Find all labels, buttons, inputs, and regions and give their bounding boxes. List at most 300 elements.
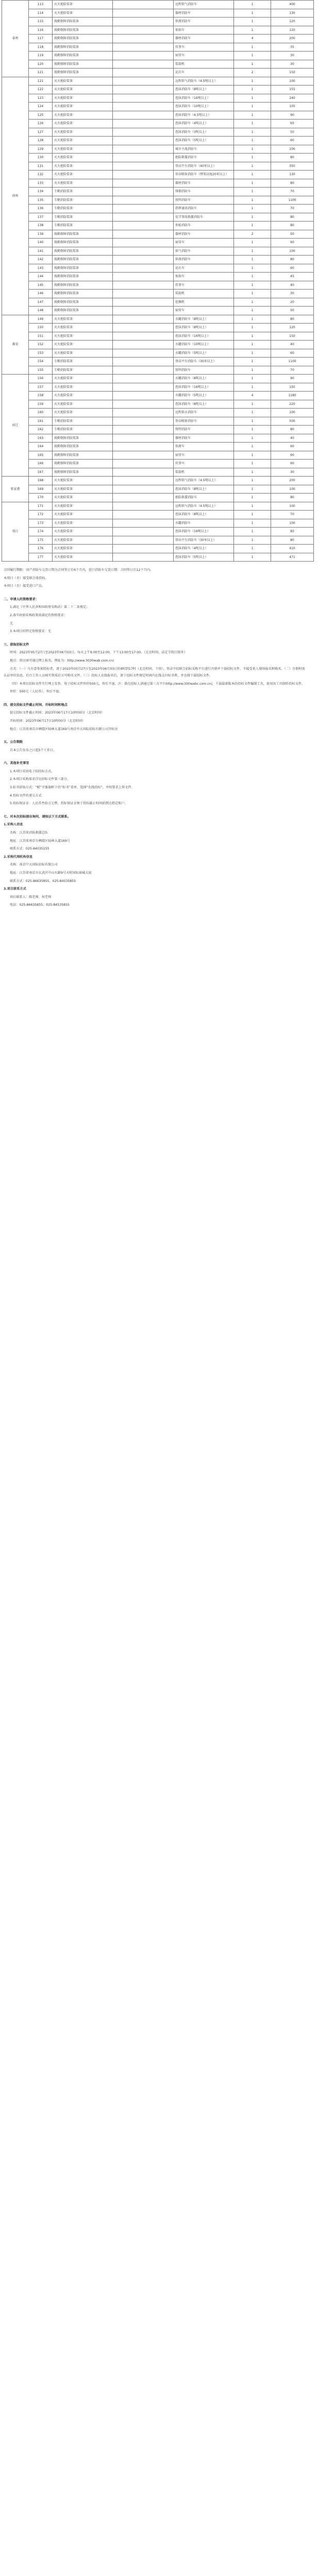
cell-equipment: 排烟消防车 xyxy=(174,188,234,196)
table-row xyxy=(2,247,314,256)
cell-price: 120 xyxy=(271,18,314,26)
cell-no: 172 xyxy=(29,511,53,519)
cell-equipment: 照明消防车 xyxy=(174,426,234,434)
cell-qty: 1 xyxy=(234,128,271,137)
table-row xyxy=(2,400,314,409)
paragraph: 3.本项目的特定资格要求：无 xyxy=(10,630,52,634)
cell-equipment: 器材消防车 xyxy=(174,434,234,443)
cell-item xyxy=(113,222,174,230)
cell-equipment: 远程供气消防车 xyxy=(174,1,234,9)
paragraph: （四）本项目招标文件实行网上发售，电子招标文件售价500元，售后不退。注：潜在投标人请通过第三方平台http://www.300wabc.com.cn/，下载最新版本的投标文件编制工具，使用该工具制作投标文件。 xyxy=(10,682,305,686)
table-row xyxy=(2,154,314,162)
cell-no: 166 xyxy=(29,460,53,468)
cell-price: 80 xyxy=(271,494,314,502)
cell-category: 战勤保障消防装备 xyxy=(53,434,113,443)
paragraph: 3.项目联系方式 xyxy=(4,887,26,891)
cell-qty: 2 xyxy=(234,230,271,239)
table-row xyxy=(2,222,314,230)
cell-no: 160 xyxy=(29,409,53,417)
cell-equipment: 泡沫消防车（16吨以上） xyxy=(174,332,234,341)
cell-item xyxy=(113,553,174,562)
cell-equipment: 举高喷射消防车（臂架高度20米以上） xyxy=(174,171,234,179)
paragraph: 本项目（否）接受进口产品。 xyxy=(4,584,45,588)
table-row xyxy=(2,94,314,103)
cell-item xyxy=(113,196,174,205)
table-row xyxy=(2,332,314,341)
cell-equipment: 照明消防车 xyxy=(174,196,234,205)
cell-item xyxy=(113,375,174,383)
cell-qty: 1 xyxy=(234,103,271,111)
cell-qty: 1 xyxy=(234,222,271,230)
cell-price: 1100 xyxy=(271,196,314,205)
cell-equipment: 泡沫消防车（16吨以上） xyxy=(174,94,234,103)
cell-price: 60 xyxy=(271,451,314,460)
cell-price: 100 xyxy=(271,247,314,256)
cell-category: 灭火抢险装备 xyxy=(53,528,113,536)
cell-category: 战勤保障消防装备 xyxy=(53,256,113,264)
table-row xyxy=(2,239,314,247)
cell-no: 149 xyxy=(29,315,53,324)
cell-price: 240 xyxy=(271,94,314,103)
cell-category: 战勤保障消防装备 xyxy=(53,290,113,298)
cell-price: 30 xyxy=(271,290,314,298)
cell-price: 130 xyxy=(271,9,314,18)
table-row xyxy=(2,460,314,468)
cell-item xyxy=(113,26,174,35)
cell-equipment: 泡沫消防车（4吨以上） xyxy=(174,545,234,553)
cell-category: 灭火抢险装备 xyxy=(53,1,113,9)
cell-qty: 1 xyxy=(234,247,271,256)
cell-qty: 4 xyxy=(234,392,271,400)
cell-no: 157 xyxy=(29,383,53,392)
cell-price: 60 xyxy=(271,460,314,468)
cell-price: 80 xyxy=(271,154,314,162)
cell-qty: 1 xyxy=(234,485,271,494)
cell-equipment: 化学事故救援消防车 xyxy=(174,213,234,222)
cell-qty: 1 xyxy=(234,162,271,171)
cell-equipment: 宿营车 xyxy=(174,307,234,315)
cell-equipment: 宿营车 xyxy=(174,239,234,247)
cell-qty: 2 xyxy=(234,69,271,77)
cell-category: 灭火抢险装备 xyxy=(53,545,113,553)
cell-price: 50 xyxy=(271,230,314,239)
paragraph: 名称：江苏省消防救援总队 xyxy=(10,831,48,835)
cell-no: 137 xyxy=(29,213,53,222)
cell-equipment: 泡沫消防车（3吨以上） xyxy=(174,128,234,137)
table-row xyxy=(2,77,314,86)
table-row xyxy=(2,536,314,545)
table-row xyxy=(2,434,314,443)
cell-no: 126 xyxy=(29,120,53,128)
cell-equipment: 抢险救援消防车 xyxy=(174,154,234,162)
cell-qty: 1 xyxy=(234,26,271,35)
paragraph: 1.满足《中华人民共和国政府采购法》第二十二条规定； xyxy=(10,605,90,609)
cell-qty: 1 xyxy=(234,196,271,205)
cell-item xyxy=(113,60,174,69)
cell-no: 159 xyxy=(29,400,53,409)
table-row xyxy=(2,162,314,171)
cell-category: 战勤保障消防装备 xyxy=(53,307,113,315)
table-row xyxy=(2,111,314,120)
cell-no: 173 xyxy=(29,519,53,528)
cell-equipment: 水罐消防车（10吨以上） xyxy=(174,341,234,349)
cell-no: 115 xyxy=(29,18,53,26)
paragraph: 合同履行期限：国产消防车交货日期为合同签订后6个月内，进口消防车交货日期：合同签订后12个月内。 xyxy=(4,568,154,572)
cell-price: 80 xyxy=(271,536,314,545)
cell-no: 121 xyxy=(29,69,53,77)
section-heading: 六、其他补充事宜 xyxy=(4,761,29,766)
cell-equipment: 宿营车 xyxy=(174,52,234,60)
cell-price: 40 xyxy=(271,281,314,290)
cell-equipment: 指挥通讯消防车 xyxy=(174,205,234,213)
cell-region: 靖江 xyxy=(2,502,29,562)
cell-no: 132 xyxy=(29,171,53,179)
cell-qty: 1 xyxy=(234,188,271,196)
cell-item xyxy=(113,103,174,111)
cell-price: 80 xyxy=(271,222,314,230)
cell-no: 117 xyxy=(29,35,53,43)
paragraph: 自本公告发布之日起5个工作日。 xyxy=(10,748,57,752)
cell-item xyxy=(113,528,174,536)
cell-qty: 1 xyxy=(234,451,271,460)
cell-item xyxy=(113,111,174,120)
cell-qty: 1 xyxy=(234,400,271,409)
cell-qty: 1 xyxy=(234,341,271,349)
cell-category: 灭火抢险装备 xyxy=(53,162,113,171)
cell-item xyxy=(113,468,174,477)
table-row xyxy=(2,324,314,332)
cell-category: 灭火抢险装备 xyxy=(53,511,113,519)
cell-price: 60 xyxy=(271,349,314,358)
cell-price: 150 xyxy=(271,332,314,341)
table-row xyxy=(2,60,314,69)
procurement-table-body xyxy=(2,1,314,562)
cell-price: 50 xyxy=(271,128,314,137)
paragraph: 1.采购人信息 xyxy=(4,823,23,827)
section-heading: 七、对本次招标提出询问，请按以下方式联系。 xyxy=(4,815,71,819)
cell-qty: 1 xyxy=(234,511,271,519)
cell-no: 177 xyxy=(29,553,53,562)
cell-category: 灭火抢险装备 xyxy=(53,154,113,162)
table-row xyxy=(2,43,314,52)
cell-qty: 1 xyxy=(234,349,271,358)
cell-category: 战勤保障消防装备 xyxy=(53,60,113,69)
cell-category: 灭火抢险装备 xyxy=(53,315,113,324)
table-row xyxy=(2,383,314,392)
cell-item xyxy=(113,69,174,77)
cell-price: 410 xyxy=(271,545,314,553)
announcement-text xyxy=(2,567,313,909)
table-row xyxy=(2,468,314,477)
cell-category: 战勤保障消防装备 xyxy=(53,18,113,26)
cell-item xyxy=(113,392,174,400)
cell-item xyxy=(113,256,174,264)
cell-equipment: 登高平台消防车（40米以上） xyxy=(174,162,234,171)
cell-item xyxy=(113,349,174,358)
cell-price: 100 xyxy=(271,485,314,494)
cell-item xyxy=(113,324,174,332)
cell-qty: 1 xyxy=(234,256,271,264)
cell-price: 80 xyxy=(271,315,314,324)
cell-price: 70 xyxy=(271,511,314,519)
cell-no: 164 xyxy=(29,443,53,451)
cell-price: 50 xyxy=(271,307,314,315)
cell-category: 专勤消防装备 xyxy=(53,222,113,230)
table-row xyxy=(2,26,314,35)
cell-price: 60 xyxy=(271,137,314,145)
paragraph: 2.落实政府采购政策需满足的资格要求： xyxy=(10,613,68,617)
cell-category: 灭火抢险装备 xyxy=(53,137,113,145)
cell-item xyxy=(113,307,174,315)
table-row xyxy=(2,281,314,290)
table-row xyxy=(2,502,314,511)
cell-qty: 1 xyxy=(234,239,271,247)
cell-qty: 1 xyxy=(234,205,271,213)
cell-category: 战勤保障消防装备 xyxy=(53,273,113,281)
cell-qty: 1 xyxy=(234,1,271,9)
cell-item xyxy=(113,409,174,417)
cell-item xyxy=(113,52,174,60)
cell-no: 147 xyxy=(29,298,53,307)
cell-item xyxy=(113,213,174,222)
cell-no: 125 xyxy=(29,111,53,120)
cell-qty: 1 xyxy=(234,434,271,443)
table-row xyxy=(2,298,314,307)
cell-category: 灭火抢险装备 xyxy=(53,103,113,111)
cell-equipment: 水罐消防车 xyxy=(174,519,234,528)
cell-price: 30 xyxy=(271,468,314,477)
table-row xyxy=(2,128,314,137)
cell-item xyxy=(113,137,174,145)
cell-price: 35 xyxy=(271,43,314,52)
cell-no: 169 xyxy=(29,485,53,494)
cell-category: 灭火抢险装备 xyxy=(53,94,113,103)
cell-category: 灭火抢险装备 xyxy=(53,536,113,545)
cell-item xyxy=(113,477,174,485)
cell-item xyxy=(113,18,174,26)
paragraph: 地点：江苏省南京市栖霞区仙林大道169号南京中大国际招标有限公司开标室 xyxy=(10,727,118,731)
cell-item xyxy=(113,239,174,247)
cell-price: 80 xyxy=(271,179,314,188)
cell-no: 135 xyxy=(29,196,53,205)
cell-qty: 1 xyxy=(234,477,271,485)
table-row xyxy=(2,307,314,315)
cell-category: 专勤消防装备 xyxy=(53,426,113,434)
cell-item xyxy=(113,298,174,307)
cell-no: 165 xyxy=(29,451,53,460)
paragraph: 名称：南京中大国际招标有限公司 xyxy=(10,863,58,867)
cell-no: 123 xyxy=(29,94,53,103)
cell-category: 灭火抢险装备 xyxy=(53,392,113,400)
cell-price: 155 xyxy=(271,86,314,94)
cell-no: 175 xyxy=(29,536,53,545)
cell-no: 153 xyxy=(29,349,53,358)
cell-no: 121 xyxy=(29,77,53,86)
cell-no: 139 xyxy=(29,230,53,239)
cell-price: 70 xyxy=(271,366,314,375)
paragraph: 无 xyxy=(10,621,13,625)
cell-price: 40 xyxy=(271,434,314,443)
cell-qty: 1 xyxy=(234,358,271,366)
cell-category: 灭火抢险装备 xyxy=(53,409,113,417)
cell-item xyxy=(113,332,174,341)
cell-no: 136 xyxy=(29,205,53,213)
table-row xyxy=(2,409,314,417)
cell-no: 162 xyxy=(29,426,53,434)
cell-price: 471 xyxy=(271,553,314,562)
table-row xyxy=(2,137,314,145)
cell-item xyxy=(113,511,174,519)
cell-item xyxy=(113,188,174,196)
cell-item xyxy=(113,230,174,239)
cell-no: 143 xyxy=(29,264,53,273)
cell-no: 127 xyxy=(29,128,53,137)
cell-price: 150 xyxy=(271,69,314,77)
cell-no: 156 xyxy=(29,375,53,383)
cell-equipment: 器材消防车 xyxy=(174,179,234,188)
cell-qty: 1 xyxy=(234,468,271,477)
cell-no: 116 xyxy=(29,26,53,35)
table-row xyxy=(2,145,314,154)
cell-item xyxy=(113,179,174,188)
cell-category: 战勤保障消防装备 xyxy=(53,43,113,52)
cell-item xyxy=(113,460,174,468)
cell-qty: 1 xyxy=(234,494,271,502)
cell-price: 100 xyxy=(271,77,314,86)
cell-equipment: 泡沫消防车（4.5吨以上） xyxy=(174,111,234,120)
cell-category: 灭火抢险装备 xyxy=(53,77,113,86)
cell-equipment: 宿营车 xyxy=(174,451,234,460)
table-row xyxy=(2,35,314,43)
cell-item xyxy=(113,247,174,256)
cell-no: 130 xyxy=(29,154,53,162)
table-row xyxy=(2,545,314,553)
cell-region: 张家港 xyxy=(2,477,29,502)
cell-equipment: 炊事车 xyxy=(174,43,234,52)
paragraph: 2.本项目采购需求详见招标文件第三部分。 xyxy=(10,777,71,782)
cell-item xyxy=(113,145,174,154)
paragraph: 联系方式：025-86635855，025-84535855 xyxy=(10,879,76,883)
cell-category: 战勤保障消防装备 xyxy=(53,281,113,290)
cell-equipment: 供液消防车 xyxy=(174,256,234,264)
cell-qty: 1 xyxy=(234,366,271,375)
cell-qty: 1 xyxy=(234,545,271,553)
section-heading: 三、获取招标文件 xyxy=(4,642,29,647)
cell-no: 142 xyxy=(29,256,53,264)
cell-equipment: 登高平台消防车（30米以上） xyxy=(174,358,234,366)
procurement-table xyxy=(2,0,314,562)
cell-equipment: 远程供气消防车（4.5吨以上） xyxy=(174,477,234,485)
cell-qty: 1 xyxy=(234,9,271,18)
cell-equipment: 泡沫消防车（5吨以上） xyxy=(174,553,234,562)
cell-price: 1180 xyxy=(271,392,314,400)
cell-qty: 1 xyxy=(234,86,271,94)
table-row xyxy=(2,1,314,9)
cell-no: 161 xyxy=(29,417,53,426)
cell-equipment: 远程供水消防车 xyxy=(174,409,234,417)
cell-item xyxy=(113,502,174,511)
paragraph: 项目联系人：陈老师、何老师 xyxy=(10,895,52,899)
paragraph: 电话：025-86635855，025-84535855 xyxy=(10,903,70,907)
table-row xyxy=(2,103,314,111)
cell-category: 灭火抢险装备 xyxy=(53,485,113,494)
cell-price: 90 xyxy=(271,111,314,120)
cell-price: 70 xyxy=(271,205,314,213)
cell-qty: 1 xyxy=(234,375,271,383)
cell-category: 灭火抢险装备 xyxy=(53,502,113,511)
cell-item xyxy=(113,290,174,298)
table-row xyxy=(2,179,314,188)
table-row xyxy=(2,341,314,349)
cell-qty: 1 xyxy=(234,426,271,434)
cell-no: 124 xyxy=(29,103,53,111)
cell-qty: 1 xyxy=(234,298,271,307)
table-row xyxy=(2,511,314,519)
cell-price: 100 xyxy=(271,145,314,154)
cell-price: 60 xyxy=(271,443,314,451)
paragraph: 开标时间：2023年06月17日10时00分（北京时间） xyxy=(10,719,86,723)
cell-equipment: 装载机 xyxy=(174,60,234,69)
cell-qty: 1 xyxy=(234,290,271,298)
cell-price: 100 xyxy=(271,409,314,417)
table-row xyxy=(2,417,314,426)
cell-qty: 1 xyxy=(234,502,271,511)
cell-no: 148 xyxy=(29,307,53,315)
cell-no: 155 xyxy=(29,366,53,375)
cell-equipment: 泡沫消防车（8吨以上） xyxy=(174,400,234,409)
cell-item xyxy=(113,171,174,179)
cell-price: 80 xyxy=(271,213,314,222)
cell-category: 专勤消防装备 xyxy=(53,188,113,196)
cell-category: 灭火抢险装备 xyxy=(53,111,113,120)
table-row xyxy=(2,375,314,383)
cell-equipment: 供液消防车 xyxy=(174,18,234,26)
cell-price: 60 xyxy=(271,264,314,273)
cell-category: 专勤消防装备 xyxy=(53,358,113,366)
cell-price: 400 xyxy=(271,1,314,9)
cell-category: 战勤保障消防装备 xyxy=(53,69,113,77)
paragraph: 1.本项目采用电子招投标方式。 xyxy=(10,769,55,773)
cell-equipment: 挖掘机 xyxy=(174,298,234,307)
section-heading: 五、公告期限 xyxy=(4,740,23,744)
paragraph: 地点：供应商可通过网上报名，网址为：http://www.3030wab.com.cn/ xyxy=(10,658,114,663)
table-row xyxy=(2,18,314,26)
cell-no: 167 xyxy=(29,468,53,477)
table-row xyxy=(2,426,314,434)
cell-region: 徐州 xyxy=(2,77,29,315)
cell-price: 80 xyxy=(271,256,314,264)
cell-item xyxy=(113,358,174,366)
table-row xyxy=(2,52,314,60)
cell-item xyxy=(113,264,174,273)
cell-no: 170 xyxy=(29,494,53,502)
cell-price: 60 xyxy=(271,239,314,247)
cell-item xyxy=(113,77,174,86)
cell-equipment: 远程供气消防车（4.5吨以上） xyxy=(174,77,234,86)
cell-price: 45 xyxy=(271,273,314,281)
cell-no: 174 xyxy=(29,528,53,536)
cell-equipment: 远程供气消防车（4.5吨以上） xyxy=(174,502,234,511)
cell-price: 85 xyxy=(271,528,314,536)
cell-equipment: 装载机 xyxy=(174,468,234,477)
cell-item xyxy=(113,545,174,553)
table-row xyxy=(2,519,314,528)
cell-no: 122 xyxy=(29,86,53,94)
cell-region: 淮安 xyxy=(2,315,29,375)
cell-equipment: 水罐消防车（8吨以上） xyxy=(174,315,234,324)
table-row xyxy=(2,264,314,273)
cell-equipment: 泡沫消防车（4吨以上） xyxy=(174,120,234,128)
